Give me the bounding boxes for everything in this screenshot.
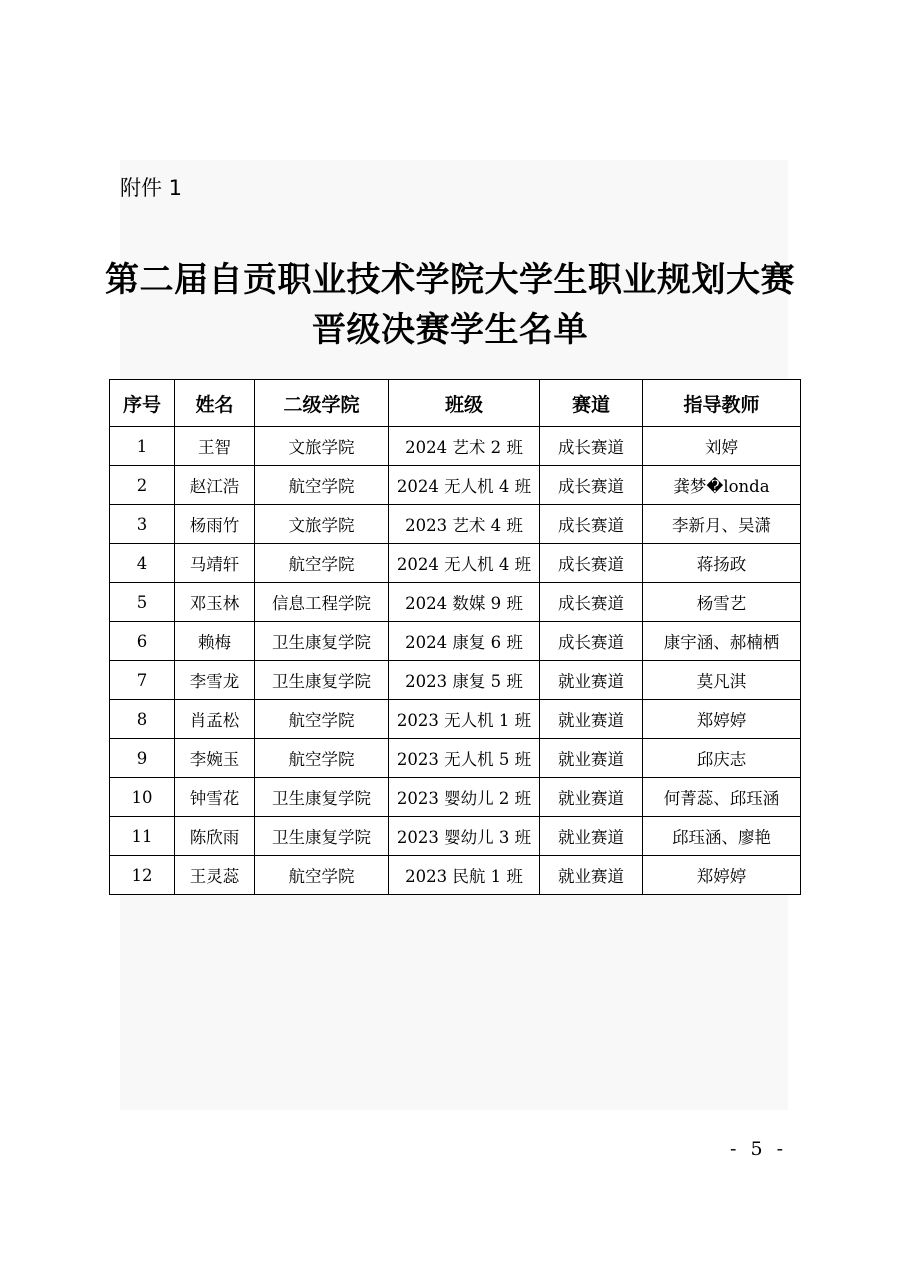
header-college: 二级学院 xyxy=(255,380,389,427)
cell-class: 2024 无人机 4 班 xyxy=(389,544,540,583)
cell-class: 2023 无人机 1 班 xyxy=(389,700,540,739)
cell-name: 杨雨竹 xyxy=(175,505,255,544)
table-row xyxy=(110,700,801,739)
cell-college: 航空学院 xyxy=(255,856,389,895)
cell-teacher: 蒋扬政 xyxy=(643,544,801,583)
table-row xyxy=(110,466,801,505)
cell-track: 就业赛道 xyxy=(540,739,643,778)
cell-college: 文旅学院 xyxy=(255,427,389,466)
table-row xyxy=(110,739,801,778)
cell-class: 2024 艺术 2 班 xyxy=(389,427,540,466)
cell-class: 2023 无人机 5 班 xyxy=(389,739,540,778)
cell-no: 11 xyxy=(110,817,175,856)
cell-class: 2024 无人机 4 班 xyxy=(389,466,540,505)
cell-class: 2023 婴幼儿 2 班 xyxy=(389,778,540,817)
document-title-line-1: 第二届自贡职业技术学院大学生职业规划大赛 xyxy=(105,260,795,300)
cell-teacher: 刘婷 xyxy=(643,427,801,466)
cell-no: 1 xyxy=(110,427,175,466)
cell-college: 航空学院 xyxy=(255,544,389,583)
cell-track: 就业赛道 xyxy=(540,661,643,700)
cell-teacher: 杨雪艺 xyxy=(643,583,801,622)
cell-college: 卫生康复学院 xyxy=(255,778,389,817)
cell-college: 卫生康复学院 xyxy=(255,622,389,661)
cell-name: 赵江浩 xyxy=(175,466,255,505)
cell-college: 信息工程学院 xyxy=(255,583,389,622)
table-row xyxy=(110,427,801,466)
cell-name: 王智 xyxy=(175,427,255,466)
cell-college: 航空学院 xyxy=(255,739,389,778)
table-row xyxy=(110,583,801,622)
cell-name: 肖孟松 xyxy=(175,700,255,739)
cell-track: 就业赛道 xyxy=(540,700,643,739)
cell-class: 2023 康复 5 班 xyxy=(389,661,540,700)
cell-teacher: 邱珏涵、廖艳 xyxy=(643,817,801,856)
cell-teacher: 何菁蕊、邱珏涵 xyxy=(643,778,801,817)
cell-track: 就业赛道 xyxy=(540,817,643,856)
table-row xyxy=(110,661,801,700)
cell-teacher: 龚梦�londa xyxy=(643,466,801,505)
cell-no: 9 xyxy=(110,739,175,778)
cell-class: 2024 康复 6 班 xyxy=(389,622,540,661)
cell-no: 2 xyxy=(110,466,175,505)
cell-college: 航空学院 xyxy=(255,466,389,505)
table-header-row xyxy=(110,380,801,427)
cell-teacher: 康宇涵、郝楠栖 xyxy=(643,622,801,661)
cell-no: 6 xyxy=(110,622,175,661)
header-track: 赛道 xyxy=(540,380,643,427)
cell-teacher: 邱庆志 xyxy=(643,739,801,778)
cell-no: 12 xyxy=(110,856,175,895)
attachment-label: 附件 1 xyxy=(120,176,183,200)
cell-track: 成长赛道 xyxy=(540,544,643,583)
cell-no: 5 xyxy=(110,583,175,622)
cell-track: 成长赛道 xyxy=(540,427,643,466)
cell-teacher: 郑婷婷 xyxy=(643,700,801,739)
table-row xyxy=(110,817,801,856)
header-name: 姓名 xyxy=(175,380,255,427)
cell-track: 就业赛道 xyxy=(540,778,643,817)
header-teacher: 指导教师 xyxy=(643,380,801,427)
cell-class: 2023 艺术 4 班 xyxy=(389,505,540,544)
document-title-line-2: 晋级决赛学生名单 xyxy=(312,310,588,350)
cell-college: 航空学院 xyxy=(255,700,389,739)
cell-name: 钟雪花 xyxy=(175,778,255,817)
cell-no: 7 xyxy=(110,661,175,700)
cell-name: 陈欣雨 xyxy=(175,817,255,856)
cell-no: 10 xyxy=(110,778,175,817)
table-row xyxy=(110,544,801,583)
cell-teacher: 李新月、吴潇 xyxy=(643,505,801,544)
table-row xyxy=(110,505,801,544)
cell-name: 赖梅 xyxy=(175,622,255,661)
cell-track: 成长赛道 xyxy=(540,505,643,544)
cell-name: 李雪龙 xyxy=(175,661,255,700)
cell-college: 文旅学院 xyxy=(255,505,389,544)
cell-no: 3 xyxy=(110,505,175,544)
cell-college: 卫生康复学院 xyxy=(255,817,389,856)
cell-teacher: 莫凡淇 xyxy=(643,661,801,700)
cell-track: 就业赛道 xyxy=(540,856,643,895)
page-number: - 5 - xyxy=(730,1138,788,1160)
cell-class: 2024 数媒 9 班 xyxy=(389,583,540,622)
cell-college: 卫生康复学院 xyxy=(255,661,389,700)
table-row xyxy=(110,622,801,661)
finalists-table xyxy=(109,379,801,895)
cell-name: 邓玉林 xyxy=(175,583,255,622)
cell-teacher: 郑婷婷 xyxy=(643,856,801,895)
cell-track: 成长赛道 xyxy=(540,583,643,622)
cell-no: 8 xyxy=(110,700,175,739)
cell-name: 马靖轩 xyxy=(175,544,255,583)
table-row xyxy=(110,856,801,895)
cell-track: 成长赛道 xyxy=(540,466,643,505)
table-row xyxy=(110,778,801,817)
header-no: 序号 xyxy=(110,380,175,427)
cell-no: 4 xyxy=(110,544,175,583)
cell-name: 王灵蕊 xyxy=(175,856,255,895)
header-class: 班级 xyxy=(389,380,540,427)
cell-name: 李婉玉 xyxy=(175,739,255,778)
cell-track: 成长赛道 xyxy=(540,622,643,661)
cell-class: 2023 婴幼儿 3 班 xyxy=(389,817,540,856)
cell-class: 2023 民航 1 班 xyxy=(389,856,540,895)
